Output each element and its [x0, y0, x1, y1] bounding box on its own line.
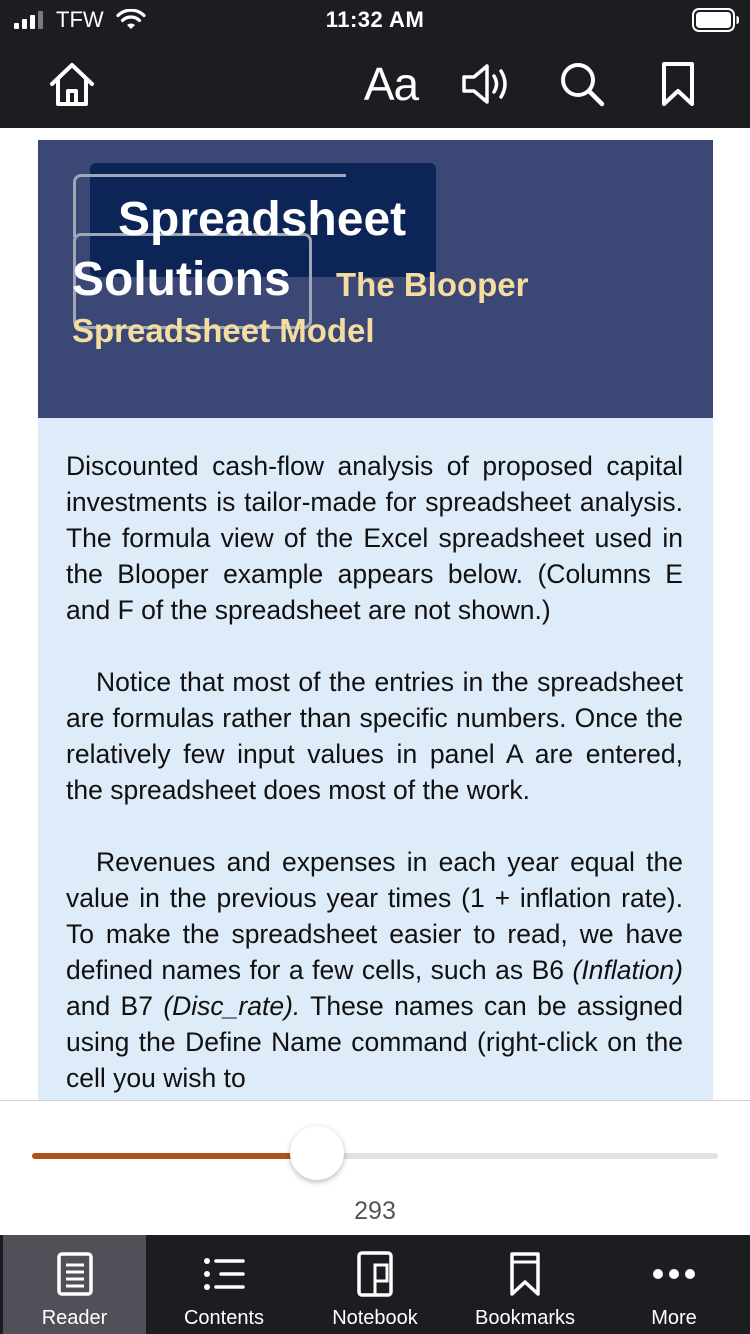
home-button[interactable] — [40, 40, 104, 128]
search-button[interactable] — [552, 40, 612, 128]
carrier-name: TFW — [56, 7, 104, 32]
body-text-box — [38, 418, 713, 1100]
bookmark-page-button[interactable] — [650, 40, 706, 128]
banner-title-line1: Spreadsheet — [118, 193, 407, 246]
paragraph-text: These names can be assigned using the Define Name command (right-click on the cell you wish to — [66, 991, 683, 1093]
bookmarks-icon — [509, 1251, 541, 1297]
paragraph — [66, 844, 683, 1096]
page-slider-progress — [32, 1153, 317, 1159]
page-slider-track[interactable] — [32, 1153, 718, 1159]
battery-icon — [692, 8, 740, 32]
tab-label: More — [651, 1307, 697, 1329]
tab-notebook[interactable] — [300, 1235, 450, 1334]
bottom-tab-bar — [0, 1235, 750, 1334]
read-aloud-button[interactable] — [456, 40, 516, 128]
tab-reader[interactable] — [3, 1235, 146, 1334]
banner-subtitle-line1: The Blooper — [336, 266, 529, 303]
page-slider-thumb[interactable] — [290, 1126, 344, 1180]
italic-term: (Disc_rate). — [163, 991, 301, 1021]
status-bar — [0, 0, 750, 40]
paragraph-text: Revenues and expenses in each year equal the value in the previous year times (1 + inflation rate). To make the spreadsheet easier to read, we have defined names for a few cells, such as B6 — [66, 847, 683, 985]
contents-list-icon — [203, 1256, 245, 1292]
reader-toolbar — [0, 40, 750, 128]
home-icon — [48, 61, 96, 107]
speaker-icon — [460, 61, 512, 107]
reader-icon — [57, 1252, 93, 1296]
more-icon — [652, 1268, 696, 1280]
paragraph: Discounted cash-flow analysis of proposed capital investments is tailor-made for spreadsheet analysis. The formula view of the Excel spreadsheet used in the Blooper example appears below. (Columns E and F of the spreadsheet are not shown.) — [66, 451, 683, 625]
bookmark-icon — [661, 61, 695, 107]
page-navigation — [0, 1100, 750, 1236]
notebook-icon — [357, 1251, 393, 1297]
banner-title-line2: Solutions — [72, 253, 291, 306]
italic-term: (Inflation) — [572, 955, 683, 985]
section-banner — [38, 140, 713, 418]
search-icon — [558, 60, 606, 108]
tab-more[interactable] — [600, 1235, 748, 1334]
tab-label: Bookmarks — [474, 1307, 576, 1329]
banner-subtitle-line2: Spreadsheet Model — [72, 312, 375, 349]
book-page[interactable] — [0, 128, 750, 1100]
paragraph: Notice that most of the entries in the spreadsheet are formulas rather than specific numbers. Once the relatively few input values in panel A are entered, the spreadsheet does most of the work. — [66, 667, 683, 805]
tab-contents[interactable] — [150, 1235, 298, 1334]
tab-label: Notebook — [332, 1307, 418, 1329]
tab-bookmarks[interactable] — [450, 1235, 600, 1334]
font-settings-button[interactable]: Aa — [363, 58, 419, 110]
tab-label: Contents — [183, 1307, 265, 1329]
clock: 11:32 AM — [325, 7, 425, 32]
page-number: 293 — [354, 1197, 396, 1225]
paragraph-text: and B7 — [66, 991, 164, 1021]
tab-label: Reader — [41, 1307, 108, 1329]
